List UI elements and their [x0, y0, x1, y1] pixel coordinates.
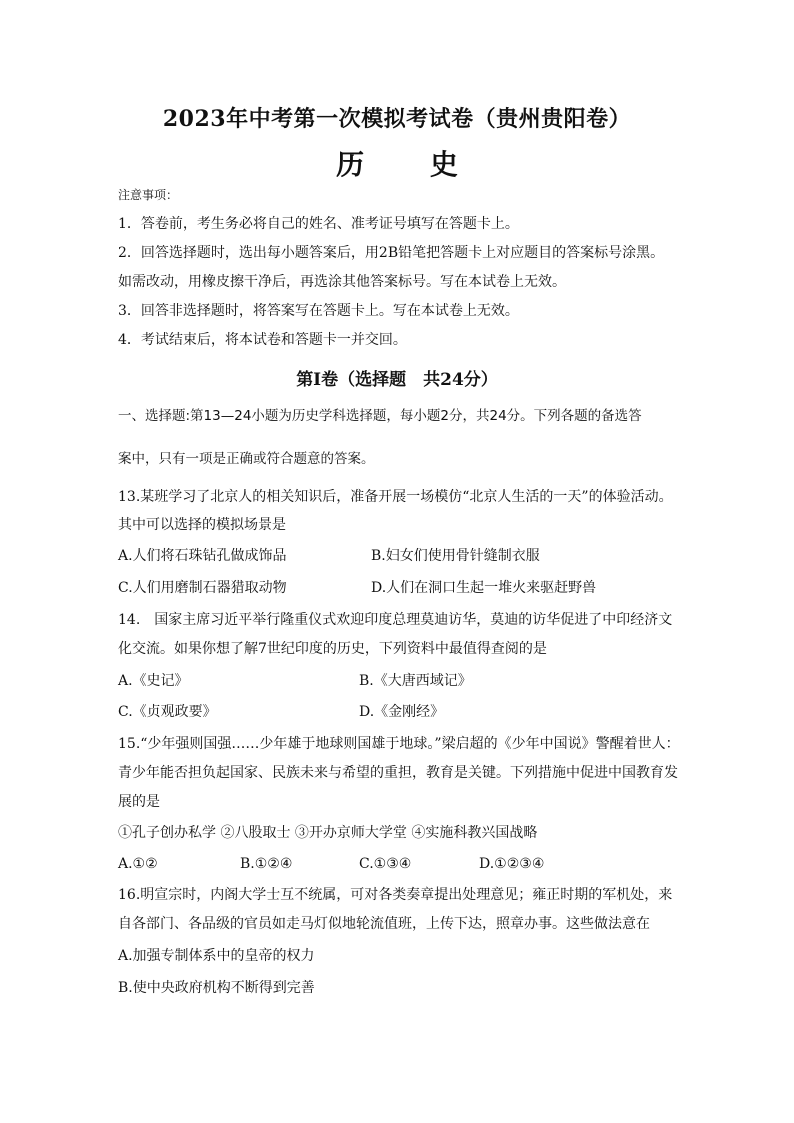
notice-item: 1．答卷前，考生务必将自己的姓名、准考证号填写在答题卡上。: [118, 216, 519, 232]
question-13-stem: 其中可以选择的模拟场景是: [118, 517, 286, 533]
question-13-option-b: B.妇女们使用骨针缝制衣服: [371, 548, 540, 564]
question-15-option-d: D.①②③④: [479, 856, 545, 872]
notice-heading: 注意事项：: [118, 188, 179, 202]
question-14-option-d: D.《金刚经》: [359, 704, 445, 720]
subject-title: 历 史: [336, 148, 486, 181]
question-15-option-c: C.①③④: [359, 856, 412, 872]
section-instructions: 一、选择题:第13—24小题为历史学科选择题，每小题2分，共24分。下列各题的备选答: [118, 408, 642, 424]
exam-title: 2023年中考第一次模拟考试卷（贵州贵阳卷）: [162, 106, 632, 132]
notice-item: 3．回答非选择题时，将答案写在答题卡上。写在本试卷上无效。: [118, 303, 519, 319]
question-15-option-a: A.①②: [118, 856, 158, 872]
question-13-option-a: A.人们将石珠钻孔做成饰品: [118, 548, 287, 564]
question-14-option-a: A.《史记》: [118, 673, 189, 689]
question-14-option-b: B.《大唐西域记》: [359, 673, 472, 689]
notice-item: 4．考试结束后，将本试卷和答题卡一并交回。: [118, 332, 407, 348]
notice-item: 如需改动，用橡皮擦干净后，再选涂其他答案标号。写在本试卷上无效。: [118, 274, 566, 290]
question-13-option-d: D.人们在洞口生起一堆火来驱赶野兽: [371, 580, 597, 596]
question-16-option-b: B.使中央政府机构不断得到完善: [118, 980, 315, 996]
question-15-stem: 15.“少年强则国强……少年雄于地球则国雄于地球。”梁启超的《少年中国说》警醒着世人：: [118, 736, 680, 752]
question-16-stem: 16.明宣宗时，内阁大学士互不统属，可对各类奏章提出处理意见；雍正时期的军机处，来: [118, 887, 673, 903]
question-13-option-c: C.人们用磨制石器猎取动物: [118, 580, 287, 596]
question-13-stem: 13.某班学习了北京人的相关知识后，准备开展一场模仿“北京人生活的一天”的体验活动。: [118, 489, 673, 505]
question-15-stem: 展的是: [118, 794, 160, 810]
notice-item: 2．回答选择题时，选出每小题答案后，用2B铅笔把答题卡上对应题目的答案标号涂黑。: [118, 245, 665, 261]
question-15-stem: 青少年能否担负起国家、民族未来与希望的重担，教育是关键。下列措施中促进中国教育发: [118, 765, 678, 781]
section-instructions: 案中，只有一项是正确或符合题意的答案。: [118, 451, 375, 467]
question-14-option-c: C.《贞观政要》: [118, 704, 217, 720]
question-16-option-a: A.加强专制体系中的皇帝的权力: [118, 948, 315, 964]
section-title: 第I卷（选择题 共24分）: [296, 370, 498, 390]
question-15-items: ①孔子创办私学 ②八股取士 ③开办京师大学堂 ④实施科教兴国战略: [118, 825, 538, 841]
question-14-stem: 14. 国家主席习近平举行隆重仪式欢迎印度总理莫迪访华，莫迪的访华促进了中印经济文: [118, 612, 673, 628]
question-15-option-b: B.①②④: [240, 856, 293, 872]
question-14-stem: 化交流。如果你想了解7世纪印度的历史，下列资料中最值得查阅的是: [118, 641, 547, 657]
question-16-stem: 自各部门、各品级的官员如走马灯似地轮流值班，上传下达，照章办事。这些做法意在: [118, 916, 650, 932]
